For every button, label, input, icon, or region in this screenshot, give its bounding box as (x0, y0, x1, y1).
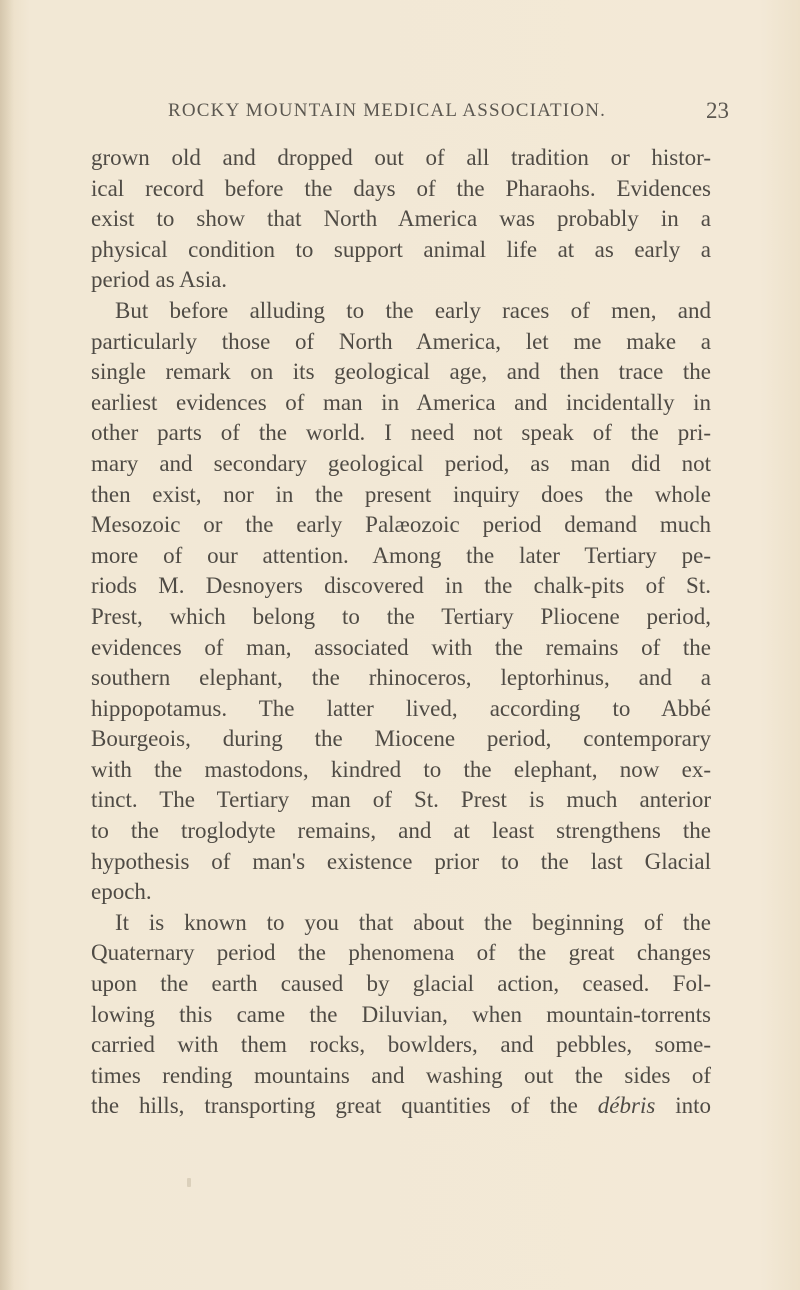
text-line: other parts of the world. I need not speak of the pri- (91, 420, 711, 446)
text-line: It is known to you that about the beginning of the (115, 909, 711, 935)
final-line-start: the hills, transporting great quantities of the (91, 1093, 598, 1119)
final-text-line (91, 1091, 711, 1122)
text-line: southern elephant, the rhinoceros, leptorhinus, and a (91, 665, 711, 691)
text-line: Prest, which belong to the Tertiary Pliocene period, (91, 603, 711, 629)
text-line: But before alluding to the early races of men, and (115, 297, 711, 323)
text-line: Bourgeois, during the Miocene period, contemporary (91, 726, 711, 752)
text-line: evidences of man, associated with the remains of the (91, 634, 711, 660)
italic-debris-word: débris (597, 1093, 656, 1119)
text-line: lowing this came the Diluvian, when mountain-torrents (91, 1001, 711, 1027)
text-line: tinct. The Tertiary man of St. Prest is much anterior (91, 787, 711, 813)
text-line: with the mastodons, kindred to the elephant, now ex- (91, 756, 711, 782)
text-line: ical record before the days of the Pharaohs. Evidences (91, 175, 711, 201)
running-header (168, 98, 729, 123)
text-line: period as Asia. (91, 267, 228, 293)
text-line: carried with them rocks, bowlders, and pebbles, some- (91, 1032, 711, 1058)
final-line-end: into (655, 1093, 711, 1119)
text-line: single remark on its geological age, and then trace the (91, 359, 711, 385)
body-text (91, 143, 711, 1122)
text-line: epoch. (91, 879, 152, 905)
text-line: times rending mountains and washing out the sides of (91, 1062, 711, 1088)
text-line: riods M. Desnoyers discovered in the chalk-pits of St. (91, 573, 711, 599)
text-line: particularly those of North America, let me make a (91, 328, 711, 354)
text-line: more of our attention. Among the later Tertiary pe- (91, 542, 711, 568)
text-line: mary and secondary geological period, as man did not (91, 450, 711, 476)
text-line: earliest evidences of man in America and incidentally in (91, 389, 711, 415)
running-title: ROCKY MOUNTAIN MEDICAL ASSOCIATION. (168, 100, 607, 121)
text-line: grown old and dropped out of all tradition or histor- (91, 145, 711, 170)
paper-speck (187, 1178, 191, 1187)
text-line: Quaternary period the phenomena of the great changes (91, 940, 711, 966)
text-line: hippopotamus. The latter lived, according to Abbé (91, 695, 711, 721)
text-line: physical condition to support animal life at as early a (91, 236, 711, 262)
text-line: Mesozoic or the early Palæozoic period demand much (91, 512, 711, 538)
text-line: exist to show that North America was probably in a (91, 206, 711, 232)
text-line: upon the earth caused by glacial action, ceased. Fol- (91, 971, 711, 997)
page-number: 23 (706, 98, 729, 123)
text-line: then exist, nor in the present inquiry does the whole (91, 481, 711, 507)
text-line: to the troglodyte remains, and at least strengthens the (91, 818, 711, 844)
page-shadow-edge (0, 0, 14, 1290)
text-line: hypothesis of man's existence prior to the last Glacial (91, 848, 711, 874)
